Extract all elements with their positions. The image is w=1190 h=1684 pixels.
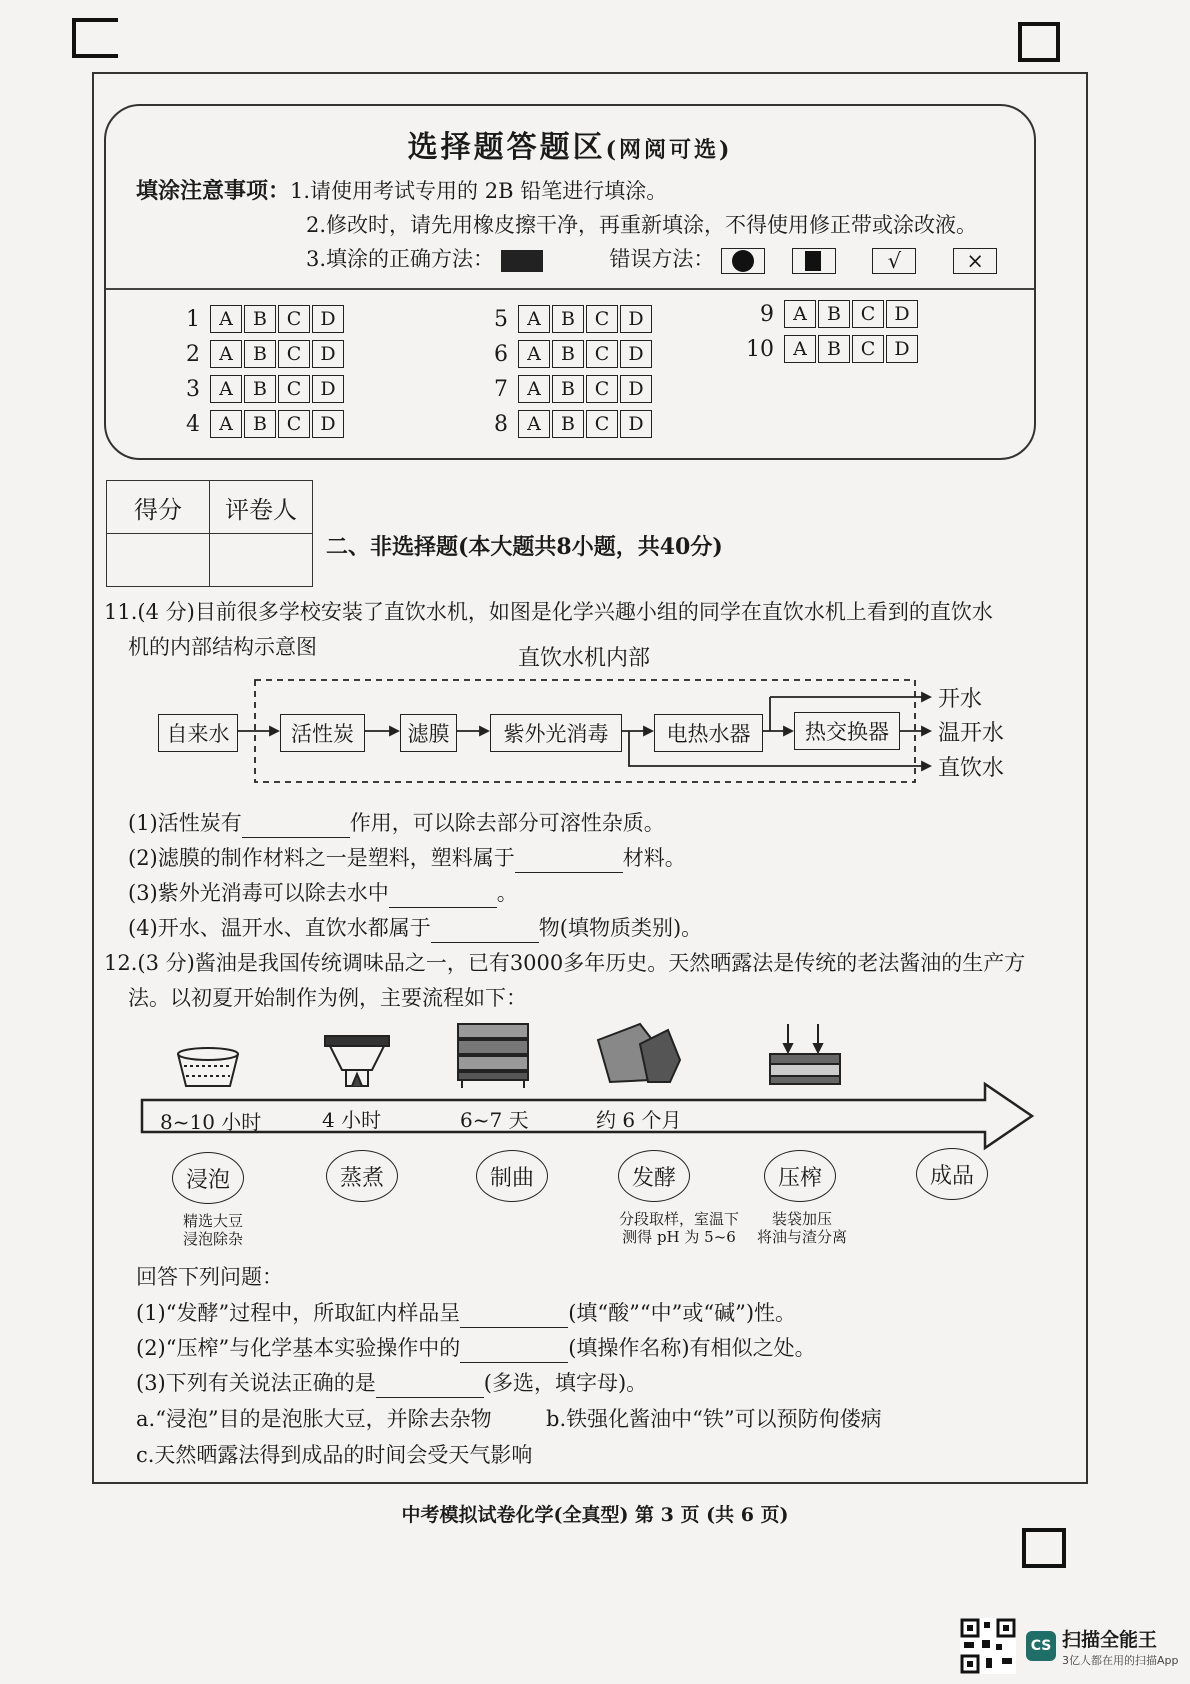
duration-koji: 6~7 天: [460, 1108, 529, 1132]
option-c[interactable]: C: [852, 300, 884, 328]
answer-row-10: 10 A B C D: [740, 335, 920, 363]
grader-header: 评卷人: [210, 481, 313, 534]
option-c[interactable]: C: [586, 410, 618, 438]
option-b[interactable]: B: [244, 375, 276, 403]
flow-box-electric-heater: 电热水器: [654, 714, 763, 752]
option-b[interactable]: B: [818, 335, 850, 363]
option-d[interactable]: D: [620, 305, 652, 333]
step-product: 成品: [916, 1148, 988, 1200]
q12-answer-prompt: 回答下列问题：: [136, 1265, 283, 1289]
option-c[interactable]: C: [586, 375, 618, 403]
output-direct-drinking-water: 直饮水: [938, 756, 1005, 781]
scanner-tagline: 3亿人都在用的扫描App: [1062, 1653, 1179, 1667]
option-c[interactable]: C: [586, 305, 618, 333]
option-b[interactable]: B: [818, 300, 850, 328]
option-c[interactable]: C: [278, 305, 310, 333]
option-a[interactable]: A: [518, 305, 550, 333]
option-a[interactable]: A: [518, 340, 550, 368]
option-d[interactable]: D: [312, 410, 344, 438]
answer-row-6: 6 A B C D: [474, 340, 654, 368]
option-d[interactable]: D: [312, 375, 344, 403]
q11-sub4: (4)开水、温开水、直饮水都属于 物(填物质类别)。: [128, 913, 702, 943]
flow-box-heat-exchanger: 热交换器: [794, 712, 900, 750]
flow-box-tap-water: 自来水: [158, 714, 238, 752]
flow-box-filter-membrane: 滤膜: [400, 714, 457, 752]
answer-blank[interactable]: [460, 1307, 568, 1328]
timeline-arrow: [142, 1084, 1032, 1148]
note-2: 2.修改时，请先用橡皮擦干净，再重新填涂，不得使用修正带或涂改液。: [306, 213, 978, 237]
koji-trays-icon: [458, 1024, 528, 1088]
q11-sub1: (1)活性炭有 作用，可以除去部分可溶性杂质。: [128, 808, 665, 838]
note-soak: 精选大豆 浸泡除杂: [182, 1212, 243, 1248]
option-b[interactable]: B: [244, 410, 276, 438]
note-3-wrong: 错误方法：: [609, 247, 715, 271]
scanner-watermark: [960, 1618, 1179, 1674]
q11-stem-line1: 11.(4 分)目前很多学校安装了直饮水机，如图是化学兴趣小组的同学在直饮水机上看到的直饮水: [104, 600, 993, 624]
answer-panel-title: 选择题答题区(网阅可选): [407, 130, 733, 165]
answer-row-9: 9 A B C D: [740, 300, 920, 328]
option-b[interactable]: B: [552, 305, 584, 333]
option-c[interactable]: C: [278, 410, 310, 438]
option-a[interactable]: A: [210, 305, 242, 333]
step-steam: 蒸煮: [326, 1150, 398, 1202]
qr-code-icon: [960, 1618, 1016, 1674]
option-c[interactable]: C: [586, 340, 618, 368]
option-d[interactable]: D: [886, 300, 918, 328]
option-a[interactable]: A: [518, 375, 550, 403]
wrong-mark-check: √: [872, 248, 916, 274]
q12-option-a: a.“浸泡”目的是泡胀大豆，并除去杂物: [136, 1407, 492, 1431]
answer-blank[interactable]: [460, 1342, 568, 1363]
q12-sub2: (2)“压榨”与化学基本实验操作中的 (填操作名称)有相似之处。: [136, 1333, 816, 1363]
option-d[interactable]: D: [886, 335, 918, 363]
step-press: 压榨: [764, 1150, 836, 1202]
option-d[interactable]: D: [312, 305, 344, 333]
note-ferment: 分段取样，室温下 测得 pH 为 5~6: [618, 1210, 739, 1246]
option-d[interactable]: D: [312, 340, 344, 368]
option-a[interactable]: A: [210, 410, 242, 438]
answer-row-7: 7 A B C D: [474, 375, 654, 403]
output-warm-water: 温开水: [938, 721, 1005, 746]
option-d[interactable]: D: [620, 410, 652, 438]
scanner-app-name: 扫描全能王: [1062, 1628, 1158, 1651]
option-b[interactable]: B: [552, 410, 584, 438]
note-press: 装袋加压 将油与渣分离: [756, 1210, 847, 1246]
step-koji: 制曲: [476, 1150, 548, 1202]
fermentation-jars-icon: [598, 1024, 680, 1082]
option-a[interactable]: A: [784, 300, 816, 328]
q11-diagram-title: 直饮水机内部: [518, 646, 651, 671]
q12-stem-line2: 法。以初夏开始制作为例，主要流程如下：: [128, 986, 527, 1010]
option-b[interactable]: B: [244, 305, 276, 333]
section-title: 二、非选择题(本大题共8小题，共40分): [326, 534, 723, 560]
option-d[interactable]: D: [620, 375, 652, 403]
q11-sub3: (3)紫外光消毒可以除去水中 。: [128, 878, 518, 908]
press-icon: [770, 1024, 840, 1084]
duration-ferment: 约 6 个月: [596, 1108, 682, 1132]
note-3-correct: 3.填涂的正确方法：: [306, 247, 495, 271]
cs-logo-icon: CS: [1026, 1631, 1056, 1661]
q12-option-c: c.天然晒露法得到成品的时间会受天气影响: [136, 1443, 533, 1467]
output-boiling-water: 开水: [938, 687, 983, 712]
option-a[interactable]: A: [210, 340, 242, 368]
option-b[interactable]: B: [552, 375, 584, 403]
soaking-basket-icon: [178, 1048, 238, 1086]
note-1: 1.请使用考试专用的 2B 铅笔进行填涂。: [290, 179, 668, 203]
option-b[interactable]: B: [244, 340, 276, 368]
q11-sub2: (2)滤膜的制作材料之一是塑料，塑料属于 材料。: [128, 843, 686, 873]
option-b[interactable]: B: [552, 340, 584, 368]
notes-head: 填涂注意事项：: [136, 178, 291, 204]
corner-mark-bottom-right: [1022, 1528, 1066, 1568]
option-a[interactable]: A: [784, 335, 816, 363]
answer-row-1: 1 A B C D: [166, 305, 346, 333]
steamer-icon: [325, 1036, 389, 1086]
q12-sub1: (1)“发酵”过程中，所取缸内样品呈 (填“酸”“中”或“碱”)性。: [136, 1298, 796, 1328]
score-header: 得分: [107, 481, 210, 534]
step-soak: 浸泡: [172, 1152, 244, 1204]
answer-row-5: 5 A B C D: [474, 305, 654, 333]
answer-row-2: 2 A B C D: [166, 340, 346, 368]
step-ferment: 发酵: [618, 1150, 690, 1202]
q12-sub3: (3)下列有关说法正确的是 (多选，填字母)。: [136, 1368, 647, 1398]
answer-row-8: 8 A B C D: [474, 410, 654, 438]
answer-row-3: 3 A B C D: [166, 375, 346, 403]
option-c[interactable]: C: [278, 340, 310, 368]
option-d[interactable]: D: [620, 340, 652, 368]
answer-row-4: 4 A B C D: [166, 410, 346, 438]
option-c[interactable]: C: [852, 335, 884, 363]
page-footer: 中考模拟试卷化学(全真型) 第 3 页 (共 6 页): [401, 1504, 789, 1526]
duration-steam: 4 小时: [322, 1108, 382, 1132]
duration-soak: 8~10 小时: [160, 1110, 262, 1134]
flow-box-uv-disinfection: 紫外光消毒: [490, 714, 622, 752]
flow-box-activated-carbon: 活性炭: [280, 714, 365, 752]
q12-option-b: b.铁强化酱油中“铁”可以预防佝偻病: [546, 1407, 882, 1431]
wrong-mark-cross: ×: [953, 248, 997, 274]
option-c[interactable]: C: [278, 375, 310, 403]
option-a[interactable]: A: [210, 375, 242, 403]
q12-stem-line1: 12.(3 分)酱油是我国传统调味品之一，已有3000多年历史。天然晒露法是传统的老法酱油的生产方: [104, 951, 1026, 975]
q11-stem-line2: 机的内部结构示意图: [128, 635, 317, 659]
answer-blank[interactable]: [376, 1377, 484, 1398]
option-a[interactable]: A: [518, 410, 550, 438]
